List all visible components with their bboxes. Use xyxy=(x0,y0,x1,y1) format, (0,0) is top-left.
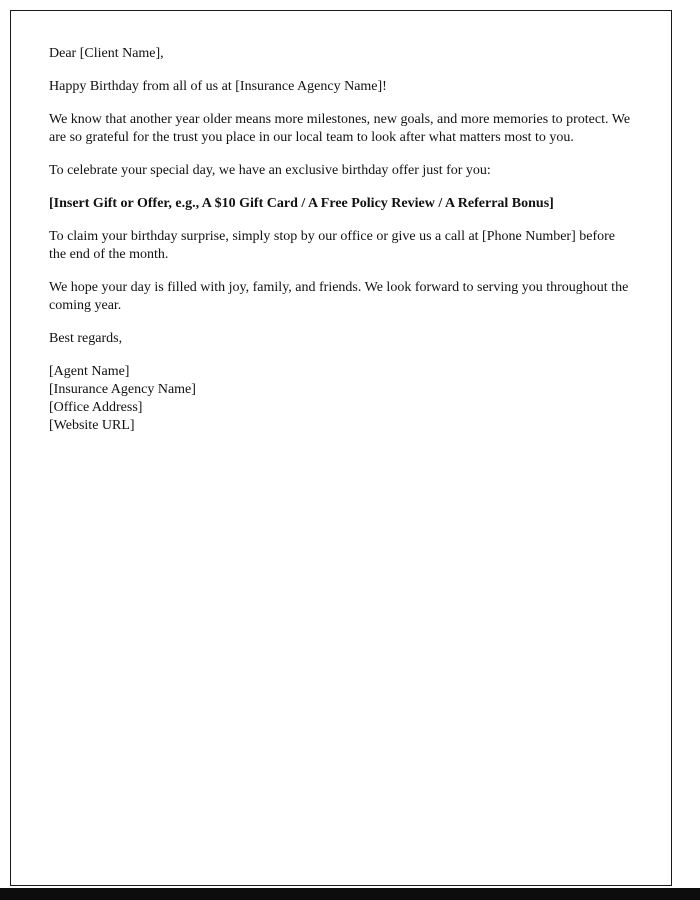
paragraph-offer-intro: To celebrate your special day, we have an exclusive birthday offer just for you: xyxy=(49,163,491,178)
signature-website-url: [Website URL] xyxy=(49,418,135,433)
letter-page xyxy=(10,10,672,886)
paragraph-well-wishes: We hope your day is filled with joy, family, and friends. We look forward to serving you throughout the coming year. xyxy=(49,280,629,313)
paragraph-claim-instructions: To claim your birthday surprise, simply stop by our office or give us a call at [Phone Number] before the end of the month. xyxy=(49,229,616,262)
paragraph-birthday-wish: Happy Birthday from all of us at [Insurance Agency Name]! xyxy=(49,79,387,94)
offer-placeholder-line: [Insert Gift or Offer, e.g., A $10 Gift Card / A Free Policy Review / A Referral Bonus] xyxy=(49,196,554,211)
page-bottom-edge xyxy=(0,888,700,900)
closing-line: Best regards, xyxy=(49,331,123,346)
signature-agent-name: [Agent Name] xyxy=(49,364,130,379)
signature-agency-name: [Insurance Agency Name] xyxy=(49,382,196,397)
signature-office-address: [Office Address] xyxy=(49,400,143,415)
paragraph-gratitude: We know that another year older means more milestones, new goals, and more memories to protect. We are so grateful for the trust you place in our local team to look after what matters most to you. xyxy=(49,112,631,145)
greeting-line: Dear [Client Name], xyxy=(49,46,164,61)
letter-body xyxy=(49,45,631,435)
signature-block xyxy=(49,363,631,435)
